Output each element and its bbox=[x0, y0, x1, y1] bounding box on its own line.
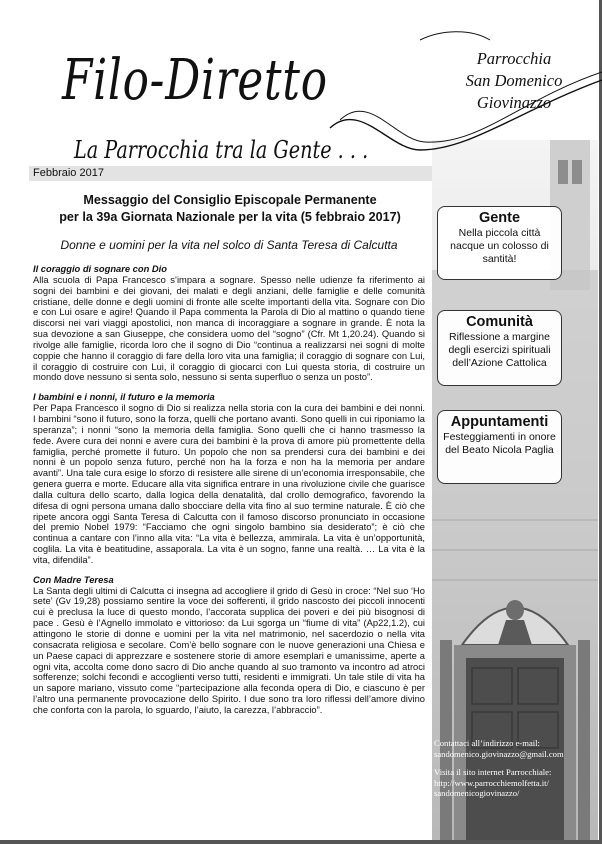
section-heading: I bambini e i nonni, il futuro e la memoria bbox=[33, 392, 215, 403]
headline-line-1: Messaggio del Consiglio Episcopale Permanente bbox=[83, 193, 377, 207]
section-heading: Con Madre Teresa bbox=[33, 574, 114, 585]
parish-line-1: Parrocchia bbox=[476, 49, 552, 68]
sidebox-title: Gente bbox=[478, 210, 521, 226]
contact-site-label: Visita il sito internet Parrocchiale: bbox=[434, 767, 552, 778]
issue-date: Febbraio 2017 bbox=[29, 166, 432, 181]
parish-line-2: San Domenico bbox=[465, 71, 563, 90]
article-body bbox=[33, 264, 425, 725]
section-paragraph: Alla scuola di Papa Francesco s’impara a sognare. Spesso nelle udienze fa riferimento ai sogni dei bambini e dei giovani, dei malati e degli anziani, delle famiglie e delle comunità cristiane, delle donne e degli uomini di fronte alle scelte importanti della vita. Sognare con Dio e con Lui osare e agire! Quando il Papa commenta la Parola di Dio al mattino o quando tiene discorsi nei vari viaggi apostolici, non manca di incoraggiare a sognare in grande. È nota la sua devozione a san Giuseppe, che considera uomo del “sogno” (Cfr. Mt 1,20.24). Quando si rivolge alle famiglie, ricorda loro che il sogno di Dio “continua a realizzarsi nei sogni di molte coppie che hanno il coraggio di fare della loro vita una famiglia; il coraggio di sognare con Lui, il coraggio di costruire con Lui, il coraggio di giocarci con Lui questa storia, di costruire un mondo dove nessuno si senta solo, nessuno si senta superfluo o senza un posto”. bbox=[33, 274, 425, 383]
newsletter-title: Filo-Diretto bbox=[62, 48, 328, 113]
parish-name bbox=[444, 48, 584, 114]
section-heading: Il coraggio di sognare con Dio bbox=[33, 264, 167, 274]
article-headline bbox=[40, 192, 420, 226]
contact-info bbox=[434, 738, 600, 799]
sidebox-text: Festeggiamenti in onore del Beato Nicola Paglia bbox=[443, 431, 556, 457]
sidebox-title: Comunità bbox=[466, 314, 533, 330]
sidebox-title: Appuntamenti bbox=[450, 414, 549, 430]
contact-site-url-2[interactable]: sandomenicogiovinazzo/ bbox=[434, 788, 520, 799]
sidebox-comunita[interactable] bbox=[437, 310, 562, 386]
sidebox-text: Riflessione a margine degli esercizi spirituali dell’Azione Cattolica bbox=[448, 331, 551, 370]
newsletter-tagline: La Parrocchia tra la Gente . . . bbox=[74, 136, 369, 164]
sidebox-text: Nella piccola città nacque un colosso di santità! bbox=[450, 227, 549, 266]
headline-line-2: per la 39a Giornata Nazionale per la vita (5 febbraio 2017) bbox=[59, 210, 401, 224]
parish-line-3: Giovinazzo bbox=[476, 93, 552, 112]
sidebox-gente[interactable] bbox=[437, 206, 562, 280]
article-subtitle: Donne e uomini per la vita nel solco di Santa Teresa di Calcutta bbox=[60, 238, 398, 252]
section-paragraph: La Santa degli ultimi di Calcutta ci insegna ad accogliere il grido di Gesù in croce: “Nel suo ‘Ho sete’ (Gv 19,28) possiamo sentire la voce dei sofferenti, il grido nascosto dei piccoli innocenti cui è preclusa la luce di questo mondo, l’accorata supplica dei poveri e dei più bisognosi di pace . Gesù è l’Agnello immolato e vittorioso: da Lui sgorga un “fiume di vita” (Ap22,1.2), cui attingono le storie di donne e uomini per la vita nel matrimonio, nel sacerdozio o nella vita consacrata religiosa e secolare. Com’è bello sognare con le nuove generazioni una Chiesa e un Paese capaci di apprezzare e sostenere storie di amore esemplari e umanissime, aperte a ogni vita, accolta come dono sacro di Dio anche quando al suo tramonto va incontro ad atroci sofferenze; solchi fecondi e accoglienti verso tutti, residenti e immigrati. Un tale stile di vita ha un sapore mariano, vissuto come “partecipazione alla feconda opera di Dio, e ciascuno è per l’altro una permanente provocazione dello Spirito. I due sono tra loro riflessi dell’amore divino che conforta con la parola, lo sguardo, l’aiuto, la carezza, l’abbraccio”. bbox=[33, 585, 425, 715]
contact-site-url[interactable]: http://www.parrocchiemolfetta.it/ bbox=[434, 777, 549, 788]
sidebox-appuntamenti[interactable] bbox=[437, 410, 562, 484]
contact-email[interactable]: sandomenico.giovinazzo@gmail.com bbox=[434, 748, 564, 759]
contact-email-label: Contattaci all’indirizzo e-mail: bbox=[434, 738, 540, 748]
section-paragraph: Per Papa Francesco il sogno di Dio si realizza nella storia con la cura dei bambini e dei nonni. I bambini “sono il futuro, sono la forza, quelli che portano avanti. Sono quelli in cui riponiamo la speranza”; i nonni “sono la memoria della famiglia. Sono quelli che ci hanno trasmesso la fede. Avere cura dei nonni e avere cura dei bambini è la prova di amore più promettente della famiglia, perché promette il futuro. Un popolo che non sa prendersi cura dei bambini e dei nonni è un popolo senza futuro, perché non ha la forza e non ha la memoria per andare avanti”. Una tale cura esige lo sforzo di resistere alle sirene di un’economia irresponsabile, che genera guerra e morte. Educare alla vita significa entrare in una rivoluzione civile che guarisce dalla cultura dello scarto, dalla logica della denatalità, dal crollo demografico, favorendo la difesa di ogni persona umana dallo sbocciare della vita fino al suo termine naturale. È ciò che ripete ancora oggi Santa Teresa di Calcutta con il famoso discorso pronunciato in occasione del premio Nobel 1979: “Facciamo che ogni singolo bambino sia desiderato”; è ciò che continua a cantare con l’inno alla vita: “La vita è bellezza, ammirala. La vita è un’opportunità, coglila. La vita è beatitudine, assaporala. La vita è un sogno, fanne una realtà. … La vita è la vita, difendila”. bbox=[33, 403, 425, 565]
